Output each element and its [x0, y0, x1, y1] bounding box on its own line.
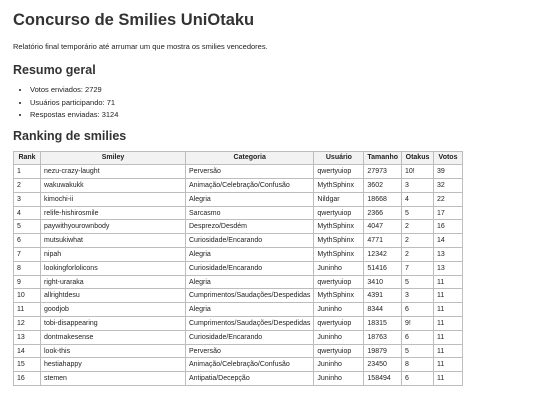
cell-votes: 13: [434, 248, 463, 262]
cell-otakus: 2: [402, 234, 434, 248]
cell-votes: 14: [434, 234, 463, 248]
cell-size: 158494: [364, 372, 402, 386]
table-row: [14, 330, 463, 344]
cell-smiley: stemen: [41, 372, 186, 386]
cell-otakus: 6: [402, 303, 434, 317]
cell-otakus: 5: [402, 275, 434, 289]
ranking-table: [13, 151, 463, 387]
cell-category: Alegria: [186, 303, 314, 317]
cell-votes: 11: [434, 358, 463, 372]
cell-category: Perversão: [186, 165, 314, 179]
cell-smiley: paywithyourownbody: [41, 220, 186, 234]
cell-user: Juninho: [314, 372, 364, 386]
cell-category: Curiosidade/Encarando: [186, 234, 314, 248]
cell-otakus: 7: [402, 261, 434, 275]
cell-user: qwertyuiop: [314, 344, 364, 358]
cell-rank: 15: [14, 358, 41, 372]
cell-otakus: 10!: [402, 165, 434, 179]
cell-votes: 32: [434, 179, 463, 193]
cell-user: MythSphinx: [314, 234, 364, 248]
cell-rank: 10: [14, 289, 41, 303]
table-row: [14, 372, 463, 386]
column-header-user: Usuário: [314, 151, 364, 165]
table-header-row: [14, 151, 463, 165]
cell-category: Cumprimentos/Saudações/Despedidas: [186, 317, 314, 331]
cell-rank: 4: [14, 206, 41, 220]
column-header-size: Tamanho: [364, 151, 402, 165]
cell-size: 27973: [364, 165, 402, 179]
cell-user: qwertyuiop: [314, 165, 364, 179]
column-header-category: Categoria: [186, 151, 314, 165]
cell-votes: 11: [434, 372, 463, 386]
column-header-rank: Rank: [14, 151, 41, 165]
cell-rank: 14: [14, 344, 41, 358]
cell-category: Perversão: [186, 344, 314, 358]
cell-rank: 3: [14, 192, 41, 206]
cell-size: 51416: [364, 261, 402, 275]
cell-smiley: look-this: [41, 344, 186, 358]
cell-otakus: 6: [402, 330, 434, 344]
cell-smiley: mutsukiwhat: [41, 234, 186, 248]
cell-category: Curiosidade/Encarando: [186, 261, 314, 275]
cell-smiley: tobi-disappearing: [41, 317, 186, 331]
cell-rank: 6: [14, 234, 41, 248]
cell-votes: 16: [434, 220, 463, 234]
cell-size: 4047: [364, 220, 402, 234]
cell-rank: 9: [14, 275, 41, 289]
cell-category: Curiosidade/Encarando: [186, 330, 314, 344]
cell-size: 18315: [364, 317, 402, 331]
cell-category: Cumprimentos/Saudações/Despedidas: [186, 289, 314, 303]
table-row: [14, 344, 463, 358]
cell-size: 18763: [364, 330, 402, 344]
cell-size: 8344: [364, 303, 402, 317]
cell-otakus: 8: [402, 358, 434, 372]
cell-otakus: 5: [402, 344, 434, 358]
summary-item-users: • Usuários participando: 71: [30, 97, 527, 110]
cell-rank: 7: [14, 248, 41, 262]
cell-user: MythSphinx: [314, 289, 364, 303]
cell-size: 4771: [364, 234, 402, 248]
cell-smiley: wakuwakukk: [41, 179, 186, 193]
cell-category: Alegria: [186, 248, 314, 262]
cell-smiley: hestiahappy: [41, 358, 186, 372]
summary-heading: Resumo geral: [13, 63, 96, 77]
cell-category: Antipatia/Decepção: [186, 372, 314, 386]
cell-user: qwertyuiop: [314, 206, 364, 220]
cell-otakus: 2: [402, 220, 434, 234]
table-row: [14, 303, 463, 317]
cell-votes: 11: [434, 330, 463, 344]
cell-rank: 12: [14, 317, 41, 331]
cell-user: Juninho: [314, 358, 364, 372]
cell-smiley: kimochi-ii: [41, 192, 186, 206]
cell-votes: 11: [434, 289, 463, 303]
ranking-table-body: [14, 165, 463, 386]
cell-user: qwertyuiop: [314, 317, 364, 331]
table-row: [14, 248, 463, 262]
cell-user: Juninho: [314, 303, 364, 317]
ranking-heading: Ranking de smilies: [13, 128, 127, 143]
cell-category: Alegria: [186, 192, 314, 206]
summary-list: [13, 84, 527, 122]
cell-rank: 5: [14, 220, 41, 234]
cell-category: Animação/Celebração/Confusão: [186, 179, 314, 193]
table-row: [14, 275, 463, 289]
cell-user: MythSphinx: [314, 179, 364, 193]
cell-user: Juninho: [314, 330, 364, 344]
cell-rank: 8: [14, 261, 41, 275]
cell-votes: 17: [434, 206, 463, 220]
cell-otakus: 6: [402, 372, 434, 386]
table-row: [14, 192, 463, 206]
cell-votes: 39: [434, 165, 463, 179]
cell-size: 12342: [364, 248, 402, 262]
cell-votes: 22: [434, 192, 463, 206]
cell-rank: 13: [14, 330, 41, 344]
cell-rank: 2: [14, 179, 41, 193]
table-row: [14, 317, 463, 331]
cell-otakus: 3: [402, 289, 434, 303]
cell-smiley: allrightdesu: [41, 289, 186, 303]
cell-user: MythSphinx: [314, 248, 364, 262]
cell-size: 4391: [364, 289, 402, 303]
table-row: [14, 179, 463, 193]
cell-otakus: 9!: [402, 317, 434, 331]
column-header-otakus: Otakus: [402, 151, 434, 165]
cell-category: Sarcasmo: [186, 206, 314, 220]
cell-smiley: lookingforlolicons: [41, 261, 186, 275]
cell-smiley: relife-hishirosmile: [41, 206, 186, 220]
page-title: Concurso de Smilies UniOtaku: [13, 11, 255, 29]
cell-rank: 16: [14, 372, 41, 386]
cell-smiley: dontmakesense: [41, 330, 186, 344]
column-header-smiley: Smiley: [41, 151, 186, 165]
cell-otakus: 2: [402, 248, 434, 262]
table-row: [14, 165, 463, 179]
cell-user: Nildgar: [314, 192, 364, 206]
cell-user: qwertyuiop: [314, 275, 364, 289]
cell-otakus: 4: [402, 192, 434, 206]
cell-category: Desprezo/Desdém: [186, 220, 314, 234]
table-row: [14, 289, 463, 303]
cell-votes: 13: [434, 261, 463, 275]
cell-size: 18668: [364, 192, 402, 206]
cell-smiley: nipah: [41, 248, 186, 262]
cell-otakus: 3: [402, 179, 434, 193]
cell-smiley: right-uraraka: [41, 275, 186, 289]
cell-size: 2366: [364, 206, 402, 220]
cell-size: 23450: [364, 358, 402, 372]
cell-smiley: goodjob: [41, 303, 186, 317]
cell-votes: 11: [434, 317, 463, 331]
cell-category: Alegria: [186, 275, 314, 289]
table-row: [14, 206, 463, 220]
cell-category: Animação/Celebração/Confusão: [186, 358, 314, 372]
summary-item-votes: • Votos enviados: 2729: [30, 84, 527, 97]
cell-smiley: nezu-crazy-laught: [41, 165, 186, 179]
intro-text: Relatório final temporário até arrumar um que mostra os smilies vencedores.: [13, 42, 268, 51]
cell-size: 19879: [364, 344, 402, 358]
cell-votes: 11: [434, 275, 463, 289]
cell-votes: 11: [434, 303, 463, 317]
cell-size: 3410: [364, 275, 402, 289]
column-header-votes: Votos: [434, 151, 463, 165]
cell-size: 3602: [364, 179, 402, 193]
cell-user: Juninho: [314, 261, 364, 275]
cell-user: MythSphinx: [314, 220, 364, 234]
cell-rank: 11: [14, 303, 41, 317]
cell-votes: 11: [434, 344, 463, 358]
summary-item-answers: • Respostas enviadas: 3124: [30, 109, 527, 122]
table-row: [14, 234, 463, 248]
table-row: [14, 220, 463, 234]
table-row: [14, 358, 463, 372]
table-row: [14, 261, 463, 275]
cell-otakus: 5: [402, 206, 434, 220]
cell-rank: 1: [14, 165, 41, 179]
